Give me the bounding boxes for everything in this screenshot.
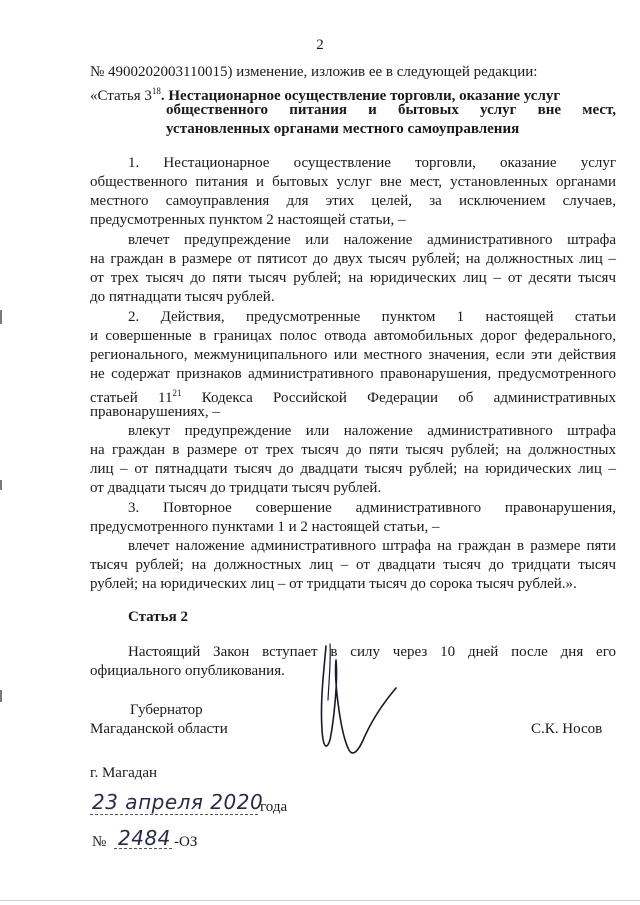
p2-line-2: и совершенные в границах полос отвода автомобильных дорог федерального, bbox=[90, 328, 616, 344]
scan-bottom-edge bbox=[0, 900, 640, 901]
p2-line-3: регионального, межмуниципального или местного значения, если эти действия bbox=[90, 347, 616, 363]
p1-penalty-line-4: до пятнадцати тысяч рублей. bbox=[90, 289, 275, 305]
intro-line: № 4900202003110015) изменение, изложив ее в следующей редакции: bbox=[90, 64, 538, 80]
handwritten-date: 23 апреля 2020 bbox=[92, 790, 264, 814]
p3-penalty-line-2: тысяч рублей; на должностных лиц – от двадцати тысяч до тридцати тысяч bbox=[90, 557, 616, 573]
p1-penalty-line-3: от трех тысяч до пяти тысяч рублей; на юридических лиц – от десяти тысяч bbox=[90, 270, 616, 286]
number-prefix: № bbox=[92, 834, 107, 850]
scan-edge-mark bbox=[0, 690, 2, 702]
article-superscript: 18 bbox=[151, 86, 161, 96]
article-title-line-2: общественного питания и бытовых услуг вне мест, bbox=[166, 102, 616, 118]
city-label: г. Магадан bbox=[90, 765, 158, 781]
p3-penalty-line-1: влечет наложение административного штрафа на граждан в размере пяти bbox=[128, 538, 616, 554]
date-underline bbox=[90, 814, 258, 815]
governor-title: Губернатор bbox=[130, 702, 203, 718]
p3-line-2: предусмотренного пунктами 1 и 2 настоящей статьи, – bbox=[90, 519, 440, 535]
p1-line-1: 1. Нестационарное осуществление торговли, оказание услуг bbox=[128, 155, 616, 171]
number-underline bbox=[114, 848, 172, 849]
law-number-line bbox=[90, 826, 250, 856]
p1-line-2: общественного питания и бытовых услуг вне мест, установленных органами bbox=[90, 174, 616, 190]
p2-penalty-line-4: от двадцати тысяч до тридцати тысяч рублей. bbox=[90, 480, 382, 496]
number-suffix: -ОЗ bbox=[174, 834, 198, 850]
p2-penalty-line-3: лиц – от пятнадцати тысяч до двадцати тысяч рублей; на юридических лиц – bbox=[90, 461, 616, 477]
article-title-line-3: установленных органами местного самоуправления bbox=[166, 121, 520, 137]
p1-line-4: предусмотренных пунктом 2 настоящей статьи, – bbox=[90, 212, 406, 228]
p2-penalty-line-1: влекут предупреждение или наложение административного штрафа bbox=[128, 423, 616, 439]
p2-line-6: правонарушениях, – bbox=[90, 404, 220, 420]
handwritten-number: 2484 bbox=[118, 826, 171, 850]
p2-line-4: не содержат признаков административного правонарушения, предусмотренного bbox=[90, 366, 616, 382]
page-number: 2 bbox=[316, 37, 324, 53]
article-2-heading: Статья 2 bbox=[128, 609, 188, 625]
p2-line-5-a: статьей 11 bbox=[90, 390, 173, 406]
p3-line-1: 3. Повторное совершение административного правонарушения, bbox=[128, 500, 616, 516]
scan-edge-mark bbox=[0, 310, 2, 324]
article-title-part-1: . Нестационарное осуществление торговли, оказание услуг bbox=[160, 88, 561, 104]
article-prefix: «Статья 3 bbox=[90, 88, 152, 104]
date-line bbox=[90, 790, 290, 820]
handwritten-signature bbox=[300, 640, 410, 770]
p1-line-3: местного самоуправления для этих целей, за исключением случаев, bbox=[90, 193, 616, 209]
p2-penalty-line-2: на граждан в размере от трех тысяч до пяти тысяч рублей; на должностных bbox=[90, 442, 616, 458]
p2-superscript: 21 bbox=[172, 388, 182, 398]
date-suffix: года bbox=[260, 799, 288, 815]
p1-penalty-line-2: на граждан в размере от пятисот до двух тысяч рублей; на должностных лиц – bbox=[90, 251, 616, 267]
article-2-line-2: официального опубликования. bbox=[90, 663, 285, 679]
governor-name: С.К. Носов bbox=[531, 721, 603, 737]
p3-penalty-line-3: рублей; на юридических лиц – от тридцати тысяч до сорока тысяч рублей.». bbox=[90, 576, 577, 592]
scan-edge-mark bbox=[0, 480, 2, 490]
region-title: Магаданской области bbox=[90, 721, 228, 737]
p1-penalty-line-1: влечет предупреждение или наложение административного штрафа bbox=[128, 232, 616, 248]
p2-line-5-b: Кодекса Российской Федерации об административных bbox=[181, 390, 616, 406]
article-2-line-1: Настоящий Закон вступает в силу через 10 дней после дня его bbox=[128, 644, 616, 660]
p2-line-1: 2. Действия, предусмотренные пунктом 1 настоящей статьи bbox=[128, 309, 616, 325]
